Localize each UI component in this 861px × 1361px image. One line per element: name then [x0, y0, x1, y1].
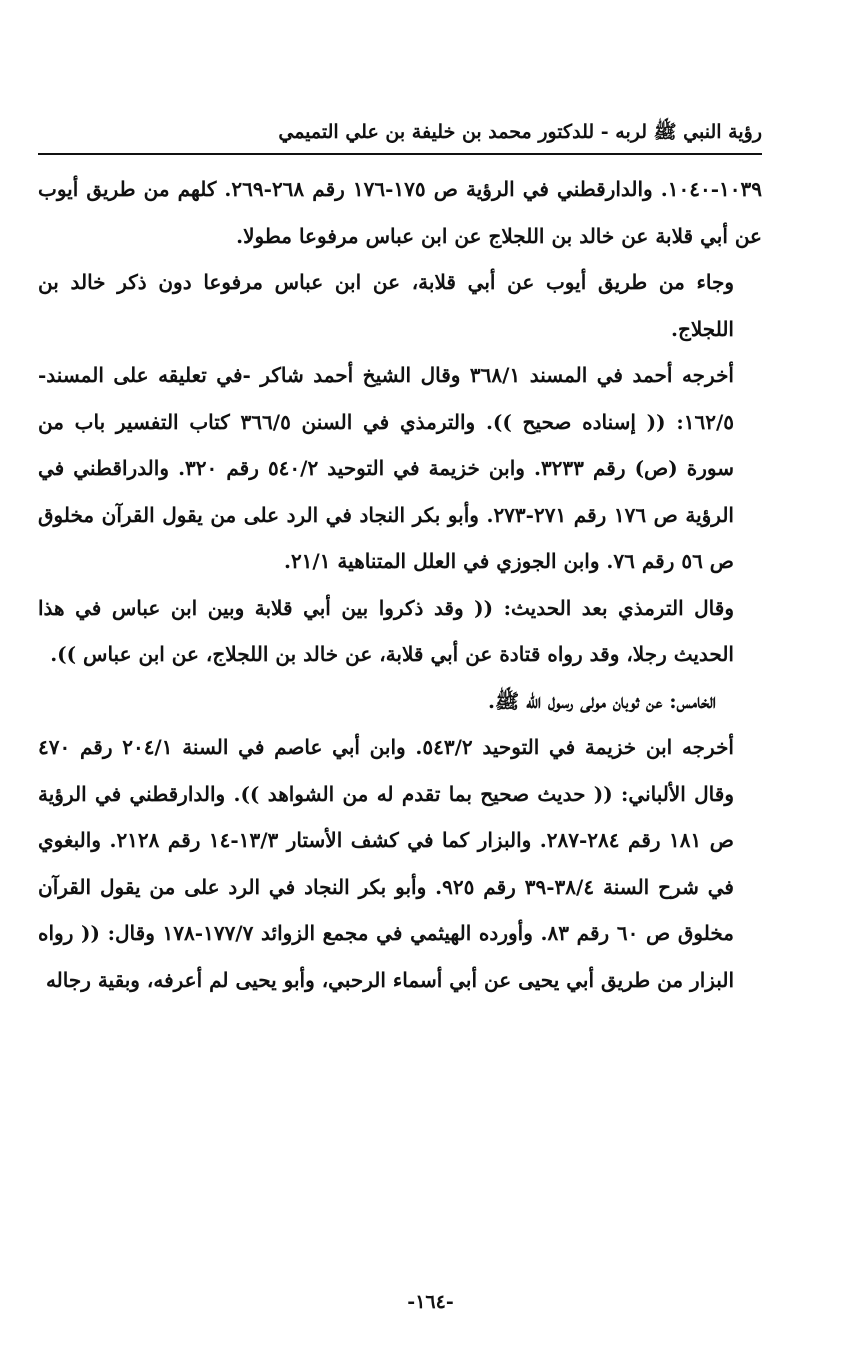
page-number: -١٦٤- [407, 1291, 454, 1313]
paragraph-1: ١٠٣٩-١٠٤٠. والدارقطني في الرؤية ص ١٧٥-١٧٦ رقم ٢٦٨-٢٦٩. كلهم من طريق أيوب عن أبي قلابة عن خالد بن اللجلاج عن ابن عباس مرفوعا مطولا. [38, 177, 763, 248]
body-text [38, 166, 762, 1003]
paragraph-2: وجاء من طريق أيوب عن أبي قلابة، عن ابن عباس مرفوعا دون ذكر خالد بن اللجلاج. [38, 270, 734, 341]
running-header: رؤية النبي ﷺ لربه - للدكتور محمد بن خليفة بن علي التميمي [278, 121, 762, 143]
paragraph-3: أخرجه أحمد في المسند ٣٦٨/١ وقال الشيخ أحمد شاكر -في تعليقه على المسند- ١٦٢/٥: (( إسناده صحيح )). والترمذي في السنن ٣٦٦/٥ كتاب التفسير باب من سورة (ص) رقم ٣٢٣٣. وابن خزيمة في التوحيد ٥٤٠/٢ رقم ٣٢٠. والدراقطني في الرؤية ص ١٧٦ رقم ٢٧١-٢٧٣. وأبو بكر النجاد في الرد على من يقول القرآن مخلوق ص ٥٦ رقم ٧٦. وابن الجوزي في العلل المتناهية ٢١/١. [38, 363, 734, 573]
paragraph-5: الخامس: عن ثوبان مولى رسول الله ﷺ. [488, 688, 716, 713]
paragraph-6: أخرجه ابن خزيمة في التوحيد ٥٤٣/٢. وابن أبي عاصم في السنة ٢٠٤/١ رقم ٤٧٠ وقال الألباني: (( حديث صحيح بما تقدم له من الشواهد )). والدارقطني في الرؤية ص ١٨١ رقم ٢٨٤-٢٨٧. والبزار كما في كشف الأستار ١٣/٣-١٤ رقم ٢١٢٨. والبغوي في شرح السنة ٣٨/٤-٣٩ رقم ٩٢٥. وأبو بكر النجاد في الرد على من يقول القرآن مخلوق ص ٦٠ رقم ٨٣. وأورده الهيثمي في مجمع الزوائد ١٧٧/٧-١٧٨ وقال: (( رواه البزار من طريق أبي يحيى عن أبي أسماء الرحبي، وأبو يحيى لم أعرفه، وبقية رجاله [38, 735, 734, 992]
header-rule [38, 153, 762, 155]
paragraph-4: وقال الترمذي بعد الحديث: (( وقد ذكروا بين أبي قلابة وبين ابن عباس في هذا الحديث رجلا، وقد رواه قتادة عن أبي قلابة، عن خالد بن اللجلاج، عن ابن عباس )). [38, 595, 734, 666]
